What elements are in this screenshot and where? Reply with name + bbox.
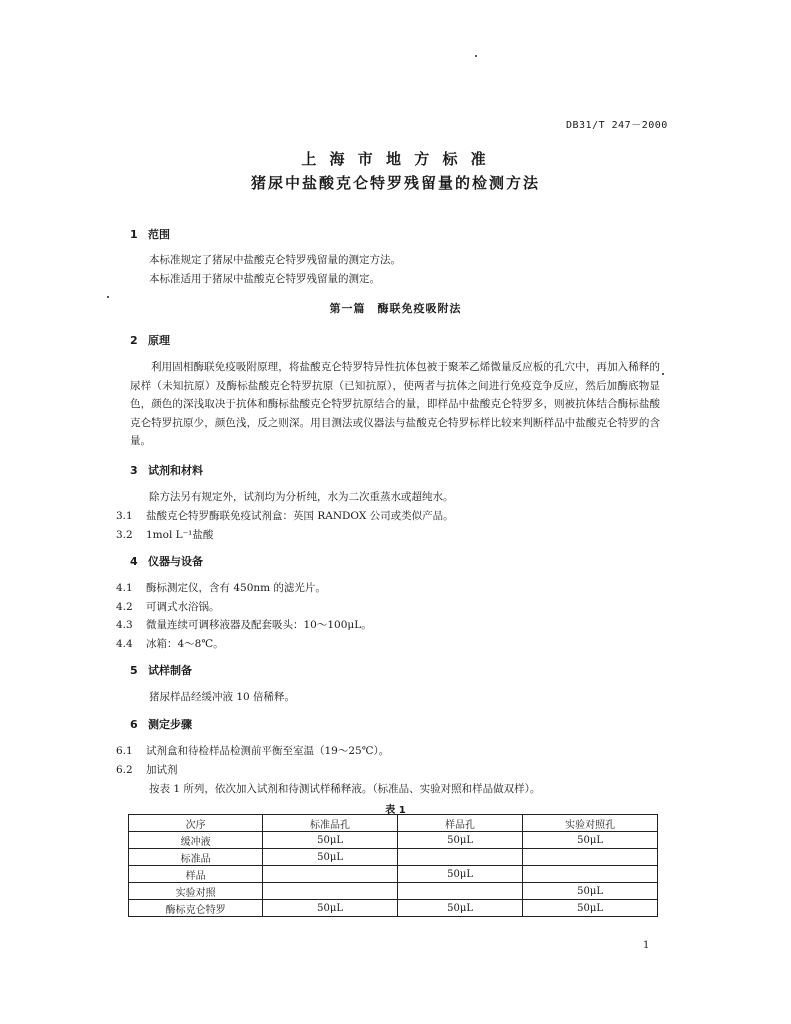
item-number: 4.3 xyxy=(116,619,133,631)
chapter-title: 第一篇 酶联免疫吸附法 xyxy=(329,302,462,315)
item-number: 4.1 xyxy=(116,582,133,594)
table-cell: 50μL xyxy=(263,832,398,849)
section-number: 4 xyxy=(130,555,138,568)
item-text: 盐酸克仑特罗酶联免疫试剂盒：英国 RANDOX 公司或类似产品。 xyxy=(146,510,454,522)
item-3-1 xyxy=(116,508,454,523)
table-row xyxy=(129,866,658,883)
section-1-heading xyxy=(130,226,170,242)
table-cell: 50μL xyxy=(397,900,522,917)
section-5-text: 猪尿样品经缓冲液 10 倍稀释。 xyxy=(149,691,296,703)
scan-speck xyxy=(107,296,109,298)
item-number: 3.2 xyxy=(116,529,133,541)
section-4-heading xyxy=(130,553,203,569)
table-cell: 50μL xyxy=(523,900,658,917)
item-3-2 xyxy=(116,527,213,542)
step-instruction: 按表 1 所列，依次加入试剂和待测试样稀释液。（标准品、实验对照和样品做双样）。 xyxy=(149,783,541,795)
table-cell: 50μL xyxy=(397,866,522,883)
section-2-heading xyxy=(130,332,170,348)
section-3-intro: 除方法另有规定外，试剂均为分析纯，水为二次重蒸水或超纯水。 xyxy=(149,491,454,503)
item-4-2 xyxy=(116,599,220,614)
table-row xyxy=(129,849,658,866)
table-cell xyxy=(263,883,398,900)
item-text: 微量连续可调移液器及配套吸头：10～100μL。 xyxy=(146,619,372,631)
table-cell: 50μL xyxy=(523,832,658,849)
scan-speck xyxy=(475,55,477,57)
item-text: 试剂盒和待检样品检测前平衡至室温（19～25℃）。 xyxy=(146,745,390,757)
table-cell: 标准品 xyxy=(129,849,263,866)
section-title: 试剂和材料 xyxy=(148,464,203,477)
table-row xyxy=(129,900,658,917)
item-6-1 xyxy=(116,743,389,758)
section-number: 6 xyxy=(130,718,138,731)
section-5-heading xyxy=(130,662,192,678)
table-cell: 样品 xyxy=(129,866,263,883)
table-caption: 表 1 xyxy=(385,805,406,816)
table-header-cell: 次序 xyxy=(129,815,263,832)
item-number: 6.1 xyxy=(116,745,133,757)
item-text: 1mol L⁻¹盐酸 xyxy=(146,529,214,541)
table-cell: 50μL xyxy=(263,900,398,917)
table-cell: 50μL xyxy=(397,832,522,849)
item-text: 酶标测定仪，含有 450nm 的滤光片。 xyxy=(146,582,326,594)
table-header-cell: 标准品孔 xyxy=(263,815,398,832)
table-cell xyxy=(523,866,658,883)
section-title: 范围 xyxy=(148,228,170,241)
page-number: 1 xyxy=(643,940,650,951)
table-cell: 酶标克仑特罗 xyxy=(129,900,263,917)
section-number: 3 xyxy=(130,464,138,477)
table-cell: 实验对照 xyxy=(129,883,263,900)
item-4-4 xyxy=(116,636,224,651)
section-1-line-1: 本标准规定了猪尿中盐酸克仑特罗残留量的测定方法。 xyxy=(149,254,401,266)
table-row xyxy=(129,832,658,849)
document-title: 猪尿中盐酸克仑特罗残留量的检测方法 xyxy=(250,174,540,192)
table-header-row xyxy=(129,815,658,832)
item-number: 4.4 xyxy=(116,638,133,650)
reagent-table xyxy=(128,814,658,917)
item-text: 加试剂 xyxy=(146,764,178,776)
table-cell xyxy=(397,883,522,900)
section-title: 测定步骤 xyxy=(148,718,192,731)
table-row xyxy=(129,883,658,900)
table-cell xyxy=(263,866,398,883)
item-text: 冰箱：4～8℃。 xyxy=(146,638,224,650)
table-cell: 50μL xyxy=(263,849,398,866)
table-cell: 50μL xyxy=(523,883,658,900)
table-header-cell: 样品孔 xyxy=(397,815,522,832)
section-title: 仪器与设备 xyxy=(148,555,203,568)
section-6-heading xyxy=(130,716,192,732)
scan-speck xyxy=(662,373,664,375)
section-number: 2 xyxy=(130,334,138,347)
table-cell xyxy=(523,849,658,866)
table-header-cell: 实验对照孔 xyxy=(523,815,658,832)
principle-paragraph: 利用固相酶联免疫吸附原理，将盐酸克仑特罗特异性抗体包被于聚苯乙烯微量反应板的孔穴中，再加入稀释的尿样（未知抗原）及酶标盐酸克仑特罗抗原（已知抗原），使两者与抗体之间进行免疫竞争反应，然后加酶底物显色，颜色的深浅取决于抗体和酶标盐酸克仑特罗抗原结合的量，即样品中盐酸克仑特罗多，则被抗体结合酶标盐酸克仑特罗抗原少，颜色浅，反之则深。用目测法或仪器法与盐酸克仑特罗标样比较来判断样品中盐酸克仑特罗的含量。 xyxy=(130,361,660,447)
item-4-1 xyxy=(116,580,326,595)
document-number: DB31/T 247－2000 xyxy=(566,120,668,131)
section-3-heading xyxy=(130,462,203,478)
section-title: 原理 xyxy=(148,334,170,347)
item-number: 4.2 xyxy=(116,601,133,613)
item-text: 可调式水浴锅。 xyxy=(146,601,220,613)
section-number: 1 xyxy=(130,228,138,241)
section-title: 试样制备 xyxy=(148,664,192,677)
table-cell: 缓冲液 xyxy=(129,832,263,849)
standard-type-title: 上 海 市 地 方 标 准 xyxy=(301,150,490,168)
item-number: 3.1 xyxy=(116,510,133,522)
item-6-2 xyxy=(116,762,178,777)
section-number: 5 xyxy=(130,664,138,677)
table-cell xyxy=(397,849,522,866)
section-1-line-2: 本标准适用于猪尿中盐酸克仑特罗残留量的测定。 xyxy=(149,273,380,285)
item-4-3 xyxy=(116,617,372,632)
item-number: 6.2 xyxy=(116,764,133,776)
